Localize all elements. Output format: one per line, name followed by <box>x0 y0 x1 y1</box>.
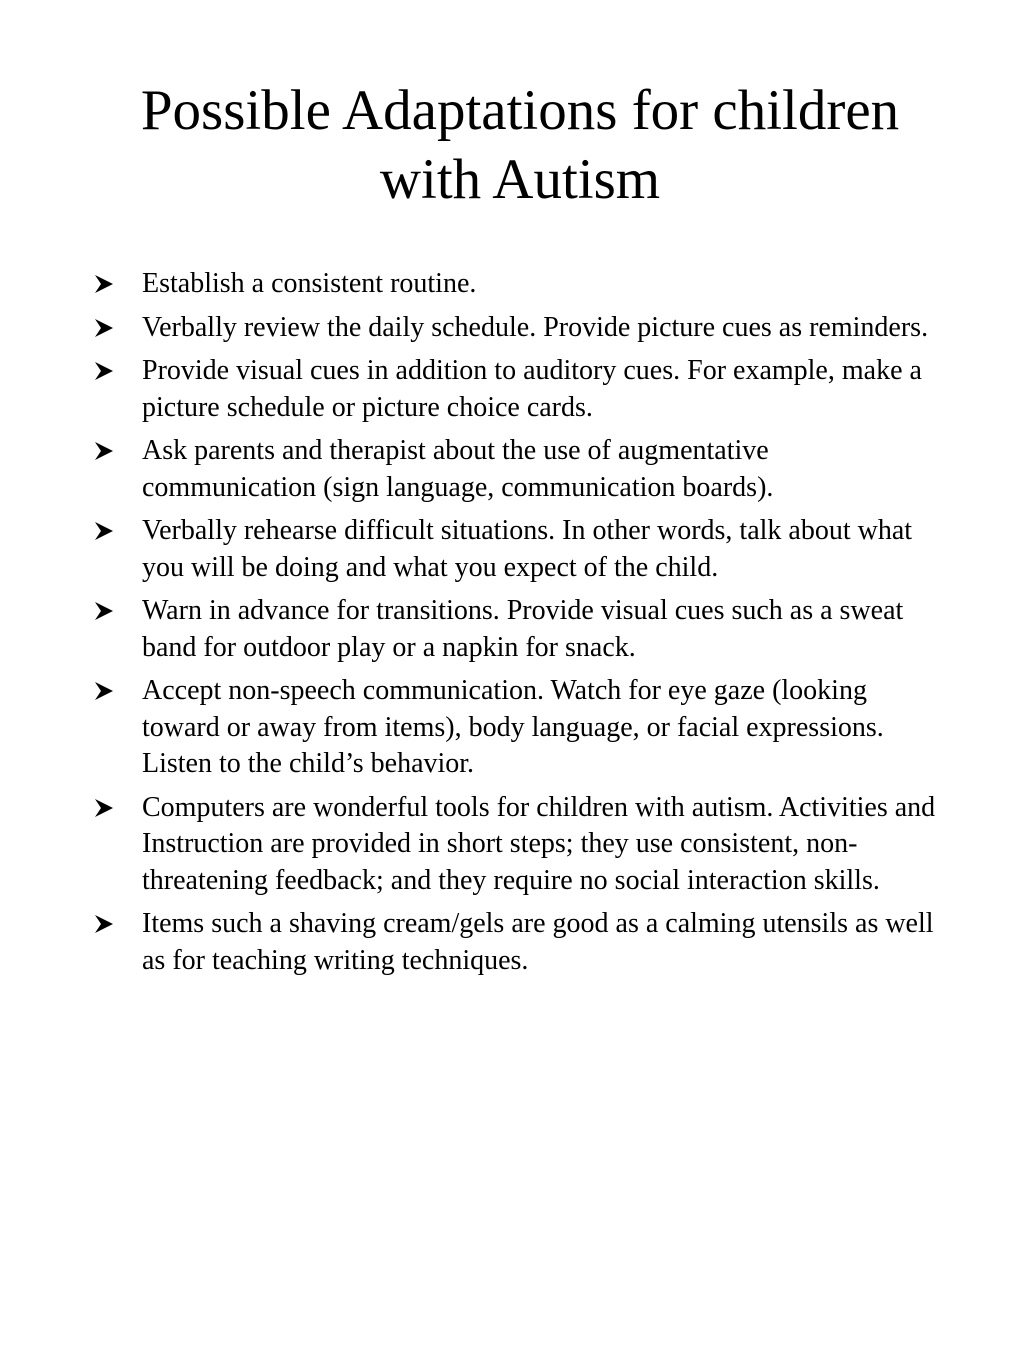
arrowhead-bullet-icon <box>93 600 115 622</box>
arrowhead-bullet-icon <box>93 913 115 935</box>
bullet-text: Computers are wonderful tools for children with autism. Activities and Instruction are provided in short steps; they use consistent, non-threatening feedback; and they require no social interaction skills. <box>142 791 936 896</box>
bullet-text: Items such a shaving cream/gels are good as a calming utensils as well as for teaching writing techniques. <box>142 908 934 976</box>
bullet-item <box>0 433 942 506</box>
arrowhead-bullet-icon <box>93 680 115 702</box>
arrowhead-bullet-icon <box>93 440 115 462</box>
bullet-text: Warn in advance for transitions. Provide visual cues such as a sweat band for outdoor play or a napkin for snack. <box>142 595 904 663</box>
slide-title: Possible Adaptations for children with Autism <box>140 79 900 211</box>
bullet-text: Provide visual cues in addition to auditory cues. For example, make a picture schedule or picture choice cards. <box>142 355 922 423</box>
bullet-item <box>0 513 942 586</box>
bullet-text: Accept non-speech communication. Watch for eye gaze (looking toward or away from items), body language, or facial expressions. Listen to the child’s behavior. <box>142 675 884 779</box>
arrowhead-bullet-icon <box>93 273 115 295</box>
arrowhead-bullet-icon <box>93 317 115 339</box>
arrowhead-bullet-icon <box>93 360 115 382</box>
bullet-item <box>0 906 942 979</box>
bullet-item <box>0 310 942 347</box>
bullet-item <box>0 593 942 666</box>
arrowhead-bullet-icon <box>93 520 115 542</box>
bullet-item <box>0 266 942 303</box>
bullet-text: Verbally rehearse difficult situations. In other words, talk about what you will be doing and what you expect of the child. <box>142 515 913 583</box>
bullet-list <box>0 266 1024 986</box>
bullet-item <box>0 673 942 783</box>
bullet-text: Establish a consistent routine. <box>142 268 477 299</box>
bullet-text: Ask parents and therapist about the use of augmentative communication (sign language, communication boards). <box>142 435 774 503</box>
bullet-item <box>0 790 942 900</box>
bullet-text: Verbally review the daily schedule. Provide picture cues as reminders. <box>142 311 929 343</box>
arrowhead-bullet-icon <box>93 797 115 819</box>
bullet-item <box>0 353 942 426</box>
